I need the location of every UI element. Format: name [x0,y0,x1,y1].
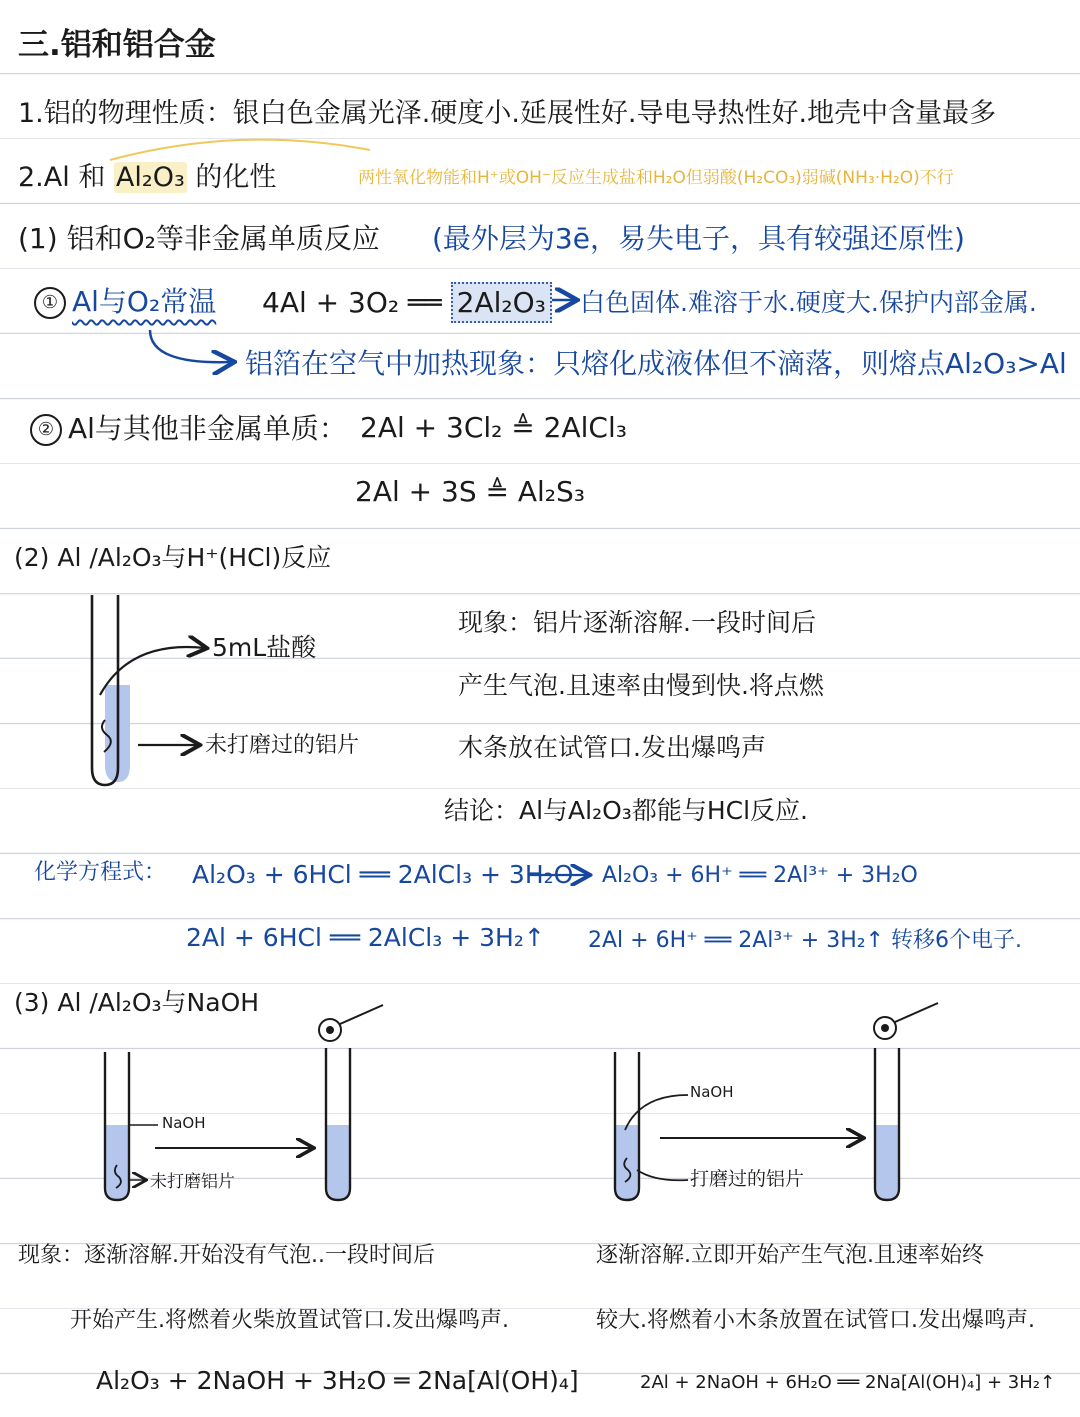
phenomenon-line1: 现象：铝片逐渐溶解.一段时间后 [458,608,816,637]
right-naoh-label: NaOH [690,1083,734,1101]
match-icon-right [874,1003,938,1039]
acid-label: 5mL盐酸 [212,633,317,662]
item2-number: ② [30,414,62,446]
naoh-equation-al2o3: Al₂O₃ + 2NaOH + 3H₂O ═ 2Na[Al(OH)₄] [96,1366,579,1395]
test-tube-naoh-left-result [326,1048,350,1200]
sub3-title: (3) Al /Al₂O₃与NaOH [14,988,260,1017]
right-phenomenon-line2: 较大.将燃着小木条放置在试管口.发出爆鸣声. [596,1308,1035,1333]
sub1-note: (最外层为3ē，易失电子，具有较强还原性) [432,222,965,255]
aluminum-piece-label: 未打磨过的铝片 [205,733,360,758]
left-phenomenon-line1: 现象：逐渐溶解.开始没有气泡..一段时间后 [18,1243,435,1268]
left-naoh-label: NaOH [162,1114,206,1132]
item1-label [34,287,216,319]
item1-eq-right: 2Al₂O₃ [451,282,552,323]
right-phenomenon-line1: 逐渐溶解.立即开始产生气泡.且速率始终 [596,1243,984,1268]
physical-properties-line: 1.铝的物理性质：银白色金属光泽.硬度小.延展性好.导电导热性好.地壳中含量最多 [18,98,997,129]
item1-number: ① [34,287,66,319]
item2-eq1: 2Al + 3Cl₂ ≜ 2AlCl₃ [360,411,627,444]
foil-arrow [150,330,232,362]
ionic-equation-al: 2Al + 6H⁺ ══ 2Al³⁺ + 3H₂↑ 转移6个电子. [588,928,1022,953]
section-title: 三.铝和铝合金 [18,27,216,63]
naoh-equation-al: 2Al + 2NaOH + 6H₂O ══ 2Na[Al(OH)₄] + 3H₂↑ [640,1372,1056,1393]
left-piece-label: 未打磨铝片 [150,1172,235,1192]
right-piece-label: 打磨过的铝片 [690,1168,805,1190]
phenomenon-line2: 产生气泡.且速率由慢到快.将点燃 [458,671,824,700]
item2-eq2: 2Al + 3S ≜ Al₂S₃ [355,475,586,508]
test-tube-naoh-right-result [875,1048,899,1200]
sub2-title: (2) Al /Al₂O₃与H⁺(HCl)反应 [14,543,332,572]
equation-al2o3-hcl: Al₂O₃ + 6HCl ══ 2AlCl₃ + 3H₂O [192,860,574,889]
line2-suffix: 的化性 [195,162,277,193]
equation-al-hcl: 2Al + 6HCl ══ 2AlCl₃ + 3H₂↑ [186,923,545,952]
foil-heating-note: 铝箔在空气中加热现象：只熔化成液体但不滴落，则熔点Al₂O₃>Al [245,347,1067,380]
item2-text: Al与其他非金属单质： [68,412,347,445]
amphoteric-note: 两性氧化物能和H⁺或OH⁻反应生成盐和H₂O但弱酸(H₂CO₃)弱碱(NH₃·H₂O)不行 [358,168,954,188]
al2o3-highlight: Al₂O₃ [115,162,185,193]
right-piece-pointer [637,1170,688,1180]
line2-prefix: 2.Al 和 [18,162,106,193]
test-tube-hcl [92,595,130,785]
yellow-underline [110,140,370,160]
equations-label: 化学方程式： [34,860,167,885]
left-phenomenon-line2: 开始产生.将燃着火柴放置试管口.发出爆鸣声. [70,1308,509,1333]
test-tube-naoh-left [105,1052,129,1200]
sub1-title: (1) 铝和O₂等非金属单质反应 [18,222,380,255]
match-icon-left [319,1005,383,1041]
item1-eq-left: 4Al + 3O₂ [262,286,400,319]
chemical-properties-heading [18,164,276,191]
conclusion: 结论：Al与Al₂O₃都能与HCl反应. [444,796,808,825]
item1-eq-op: ══ [408,286,442,319]
ionic-equation-al2o3: Al₂O₃ + 6H⁺ ══ 2Al³⁺ + 3H₂O [602,863,918,888]
item1-equation [262,286,552,319]
right-naoh-pointer [625,1095,688,1130]
item1-condition: Al与O₂常温 [72,285,217,318]
phenomenon-line3: 木条放在试管口.发出爆鸣声 [458,733,766,762]
item2-label [30,414,347,446]
item1-result: 白色固体.难溶于水.硬度大.保护内部金属. [580,288,1037,317]
